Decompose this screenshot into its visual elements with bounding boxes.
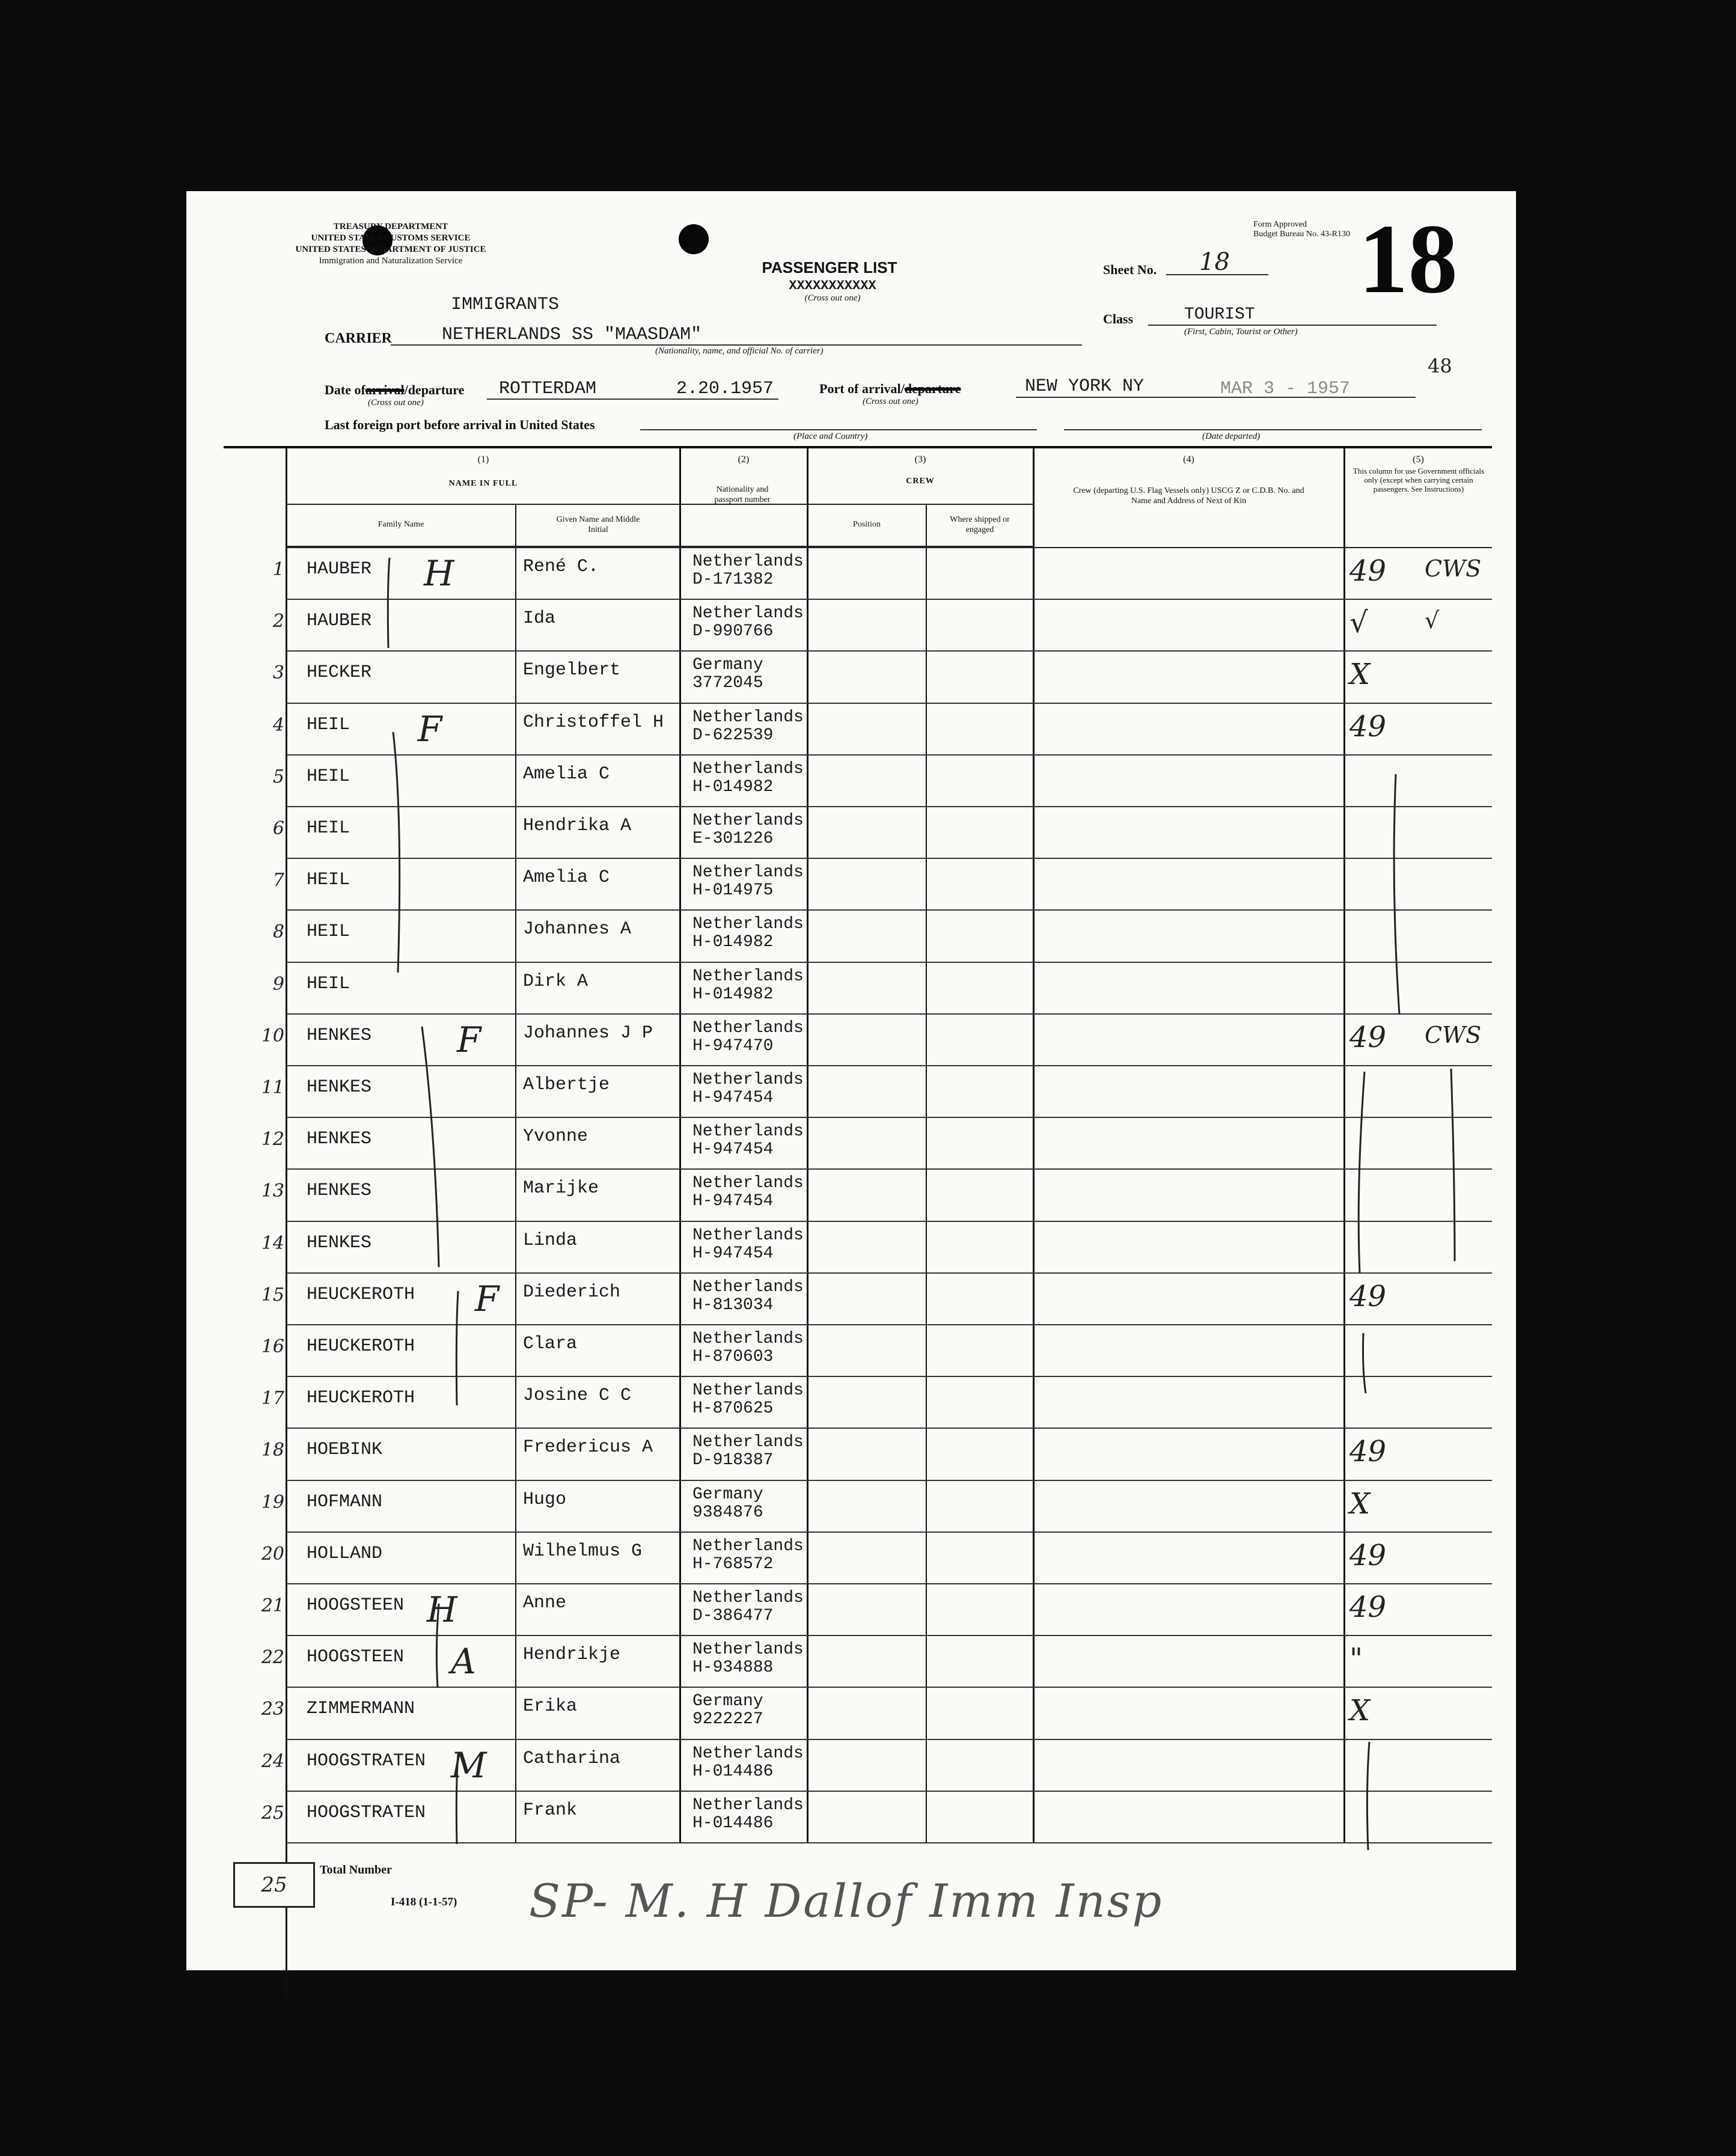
passport-number: H-870603 — [692, 1348, 774, 1366]
passport-number: 9384876 — [692, 1503, 763, 1522]
col-family-header: Family Name — [377, 520, 424, 529]
row-number: 21 — [261, 1595, 284, 1616]
nationality: Netherlands — [692, 863, 804, 882]
nationality: Netherlands — [692, 604, 804, 623]
port-label-pre: Port of arrival/ — [819, 381, 905, 396]
family-name: HEUCKEROTH — [307, 1336, 415, 1357]
passport-number: H-934888 — [692, 1658, 774, 1678]
family-name: HOOGSTRATEN — [307, 1750, 426, 1771]
given-name: Hendrika A — [523, 816, 632, 836]
given-name: Marijke — [523, 1178, 599, 1199]
given-name: Christoffel H — [523, 712, 664, 733]
passport-number: H-947454 — [692, 1244, 774, 1263]
family-group-mark: F — [418, 708, 442, 750]
agency-line: TREASURY DEPARTMENT — [333, 222, 448, 231]
official-mark-2: √ — [1425, 607, 1440, 634]
official-mark: 49 — [1349, 1538, 1387, 1572]
approval-line: Form Approved — [1253, 220, 1307, 229]
passport-number: D-386477 — [692, 1607, 774, 1625]
family-name: HECKER — [307, 662, 372, 683]
family-name: HOEBINK — [307, 1440, 383, 1461]
family-name: HEUCKEROTH — [307, 1388, 415, 1409]
date-departed-note: (Date departed) — [1202, 432, 1261, 441]
nationality: Netherlands — [692, 1433, 804, 1452]
row-number: 11 — [261, 1077, 284, 1098]
official-mark: 49 — [1349, 554, 1387, 588]
passport-number: H-947454 — [692, 1192, 774, 1211]
col-where-header: Where shipped or engaged — [950, 515, 1010, 534]
nationality: Netherlands — [692, 1795, 804, 1815]
col4-number: (4) — [1183, 454, 1194, 465]
inspector-signature: SP- M. H Dallof Imm Insp — [529, 1874, 1164, 1928]
arrival-date-stamp: MAR 3 - 1957 — [1220, 379, 1351, 399]
given-name: Albertje — [523, 1075, 610, 1095]
given-name: Engelbert — [523, 660, 621, 681]
official-mark: 49 — [1349, 1435, 1387, 1469]
col5-number: (5) — [1413, 454, 1424, 465]
row-number: 19 — [261, 1491, 284, 1513]
nationality: Netherlands — [692, 811, 804, 830]
departure-port: ROTTERDAM — [499, 379, 597, 399]
official-mark: 49 — [1349, 709, 1387, 744]
bracket-line — [1367, 1742, 1369, 1850]
col5-title: This column for use Government officials only (except when carrying certain passengers. See Instructions) — [1352, 466, 1485, 493]
passport-number: D-990766 — [692, 622, 774, 641]
given-name: Wilhelmus G — [523, 1541, 643, 1562]
nationality: Netherlands — [692, 1277, 804, 1296]
nationality: Netherlands — [692, 1330, 804, 1348]
official-mark: 49 — [1349, 1020, 1387, 1054]
row-number: 13 — [261, 1180, 284, 1202]
given-name: Clara — [523, 1334, 578, 1354]
family-name: HEUCKEROTH — [307, 1284, 415, 1305]
col2-title: Nationality and passport number — [714, 485, 771, 504]
col3-number: (3) — [914, 454, 926, 465]
family-group-mark: F — [475, 1278, 500, 1319]
row-number: 6 — [272, 818, 284, 839]
class-value: TOURIST — [1184, 305, 1255, 324]
nationality: Netherlands — [692, 1070, 804, 1089]
given-name: Yvonne — [523, 1126, 588, 1147]
col1-number: (1) — [477, 454, 489, 465]
nationality: Netherlands — [692, 759, 804, 778]
agency-line: UNITED STATES DEPARTMENT OF JUSTICE — [295, 245, 486, 254]
class-label: Class — [1103, 311, 1134, 326]
passport-number: H-014982 — [692, 777, 774, 796]
row-number: 24 — [261, 1750, 284, 1772]
sheet-number-handwritten: 18 — [1199, 248, 1230, 276]
bracket-line — [1363, 1333, 1366, 1393]
carrier-value: NETHERLANDS SS "MAASDAM" — [442, 325, 702, 345]
family-name: ZIMMERMANN — [307, 1699, 415, 1720]
given-name: Hugo — [523, 1489, 567, 1510]
form-title: PASSENGER LIST — [762, 258, 897, 276]
family-name: HENKES — [307, 1025, 372, 1046]
passport-number: H-768572 — [692, 1554, 774, 1574]
given-name: Amelia C — [523, 867, 610, 888]
given-name: Amelia C — [523, 763, 610, 784]
nationality: Germany — [692, 1485, 763, 1504]
bracket-line — [422, 1027, 439, 1267]
family-name: HOOGSTEEN — [307, 1647, 405, 1668]
form-title-struck: XXXXXXXXXXX — [789, 278, 876, 293]
row-number: 10 — [261, 1025, 284, 1046]
row-number: 14 — [261, 1232, 284, 1254]
row-number: 4 — [272, 714, 284, 736]
row-number: 2 — [272, 611, 284, 632]
passport-number: D-918387 — [692, 1451, 774, 1470]
date-label-struck: arrival — [365, 382, 405, 397]
nationality: Netherlands — [692, 1589, 804, 1607]
nationality: Netherlands — [692, 967, 804, 986]
family-name: HEIL — [307, 973, 350, 994]
last-port-label: Last foreign port before arrival in United States — [325, 417, 595, 432]
passenger-list-sheet — [186, 191, 1516, 1970]
nationality: Netherlands — [692, 1018, 804, 1037]
passport-number: H-947454 — [692, 1140, 774, 1159]
total-number-value: 25 — [261, 1873, 287, 1897]
family-name: HAUBER — [307, 611, 372, 632]
official-mark-2: CWS — [1425, 1021, 1482, 1048]
nationality: Netherlands — [692, 1174, 804, 1193]
row-number: 23 — [261, 1699, 284, 1720]
passport-number: H-014982 — [692, 933, 774, 952]
agency-line: Immigration and Naturalization Service — [319, 256, 463, 266]
col4-title: Crew (departing U.S. Flag Vessels only) USCG Z or C.D.B. No. and Name and Address of Next of Kin — [1073, 486, 1304, 505]
row-number: 1 — [272, 559, 284, 580]
official-mark: √ — [1349, 606, 1368, 640]
given-name: Dirk A — [523, 971, 588, 992]
passport-number: 3772045 — [692, 674, 763, 693]
col-position-header: Position — [853, 520, 881, 529]
nationality: Netherlands — [692, 1640, 804, 1660]
bracket-line — [388, 558, 390, 648]
row-number: 25 — [261, 1802, 284, 1824]
nationality: Netherlands — [692, 707, 804, 727]
official-mark: 49 — [1349, 1590, 1387, 1624]
family-name: HOOGSTEEN — [307, 1595, 405, 1616]
official-mark: X — [1349, 1486, 1371, 1521]
family-name: HENKES — [307, 1232, 372, 1253]
nationality: Netherlands — [692, 1122, 804, 1141]
bracket-line — [1394, 774, 1399, 1015]
immigrants-label: IMMIGRANTS — [451, 295, 560, 315]
row-number: 20 — [261, 1543, 284, 1565]
row-number: 16 — [261, 1336, 284, 1357]
family-name: HEIL — [307, 921, 350, 942]
nationality: Netherlands — [692, 1744, 804, 1763]
total-number-box — [233, 1862, 315, 1908]
passport-number: H-014982 — [692, 985, 774, 1004]
official-mark-2: CWS — [1425, 555, 1482, 582]
handwritten-brackets — [186, 191, 1516, 1970]
bracket-line — [393, 732, 400, 973]
total-number-label: Total Number — [320, 1863, 392, 1877]
given-name: Catharina — [523, 1748, 621, 1769]
family-group-mark: H — [424, 553, 454, 594]
family-name: HEIL — [307, 714, 350, 735]
nationality: Germany — [692, 1692, 763, 1711]
row-number: 17 — [261, 1388, 284, 1409]
carrier-note: (Nationality, name, and official No. of carrier) — [655, 346, 824, 356]
family-name: HEIL — [307, 870, 350, 891]
row-number: 7 — [272, 870, 284, 891]
nationality: Netherlands — [692, 1536, 804, 1556]
given-name: Ida — [523, 608, 556, 629]
passport-number: H-014486 — [692, 1762, 774, 1781]
cross-out-note: (Cross out one) — [804, 293, 861, 303]
passport-number: D-171382 — [692, 570, 774, 589]
nationality: Germany — [692, 656, 763, 675]
departure-date: 2.20.1957 — [676, 379, 774, 399]
family-name: HOOGSTRATEN — [307, 1802, 426, 1823]
col1-title: NAME IN FULL — [448, 479, 518, 488]
row-number: 5 — [272, 766, 284, 787]
bracket-line — [456, 1291, 458, 1405]
bracket-line — [1451, 1069, 1455, 1261]
nationality: Netherlands — [692, 1381, 804, 1400]
given-name: Fredericus A — [523, 1437, 653, 1458]
approval-line: Budget Bureau No. 43-R130 — [1253, 230, 1350, 239]
given-name: Johannes A — [523, 919, 632, 940]
given-name: Diederich — [523, 1281, 621, 1302]
nationality: Netherlands — [692, 915, 804, 934]
given-name: Linda — [523, 1230, 578, 1251]
row-number: 8 — [272, 921, 284, 943]
row-number: 12 — [261, 1129, 284, 1150]
passport-number: E-301226 — [692, 829, 774, 848]
family-name: HAUBER — [307, 559, 372, 579]
official-mark: X — [1349, 1694, 1371, 1728]
col3-title: CREW — [906, 477, 935, 486]
passport-number: H-014486 — [692, 1813, 774, 1833]
col2-number: (2) — [738, 454, 750, 465]
official-mark: X — [1349, 658, 1371, 692]
form-number: I-418 (1-1-57) — [391, 1896, 457, 1908]
bracket-line — [1359, 1072, 1365, 1273]
col-given-header: Given Name and Middle Initial — [556, 515, 640, 534]
family-name: HOFMANN — [307, 1491, 383, 1512]
given-name: Erika — [523, 1696, 578, 1717]
official-mark: 49 — [1349, 1279, 1387, 1313]
class-note: (First, Cabin, Tourist or Other) — [1184, 327, 1298, 337]
passport-number: H-947454 — [692, 1089, 774, 1107]
family-name: HOLLAND — [307, 1543, 383, 1564]
family-group-mark: F — [457, 1019, 481, 1060]
carrier-label: CARRIER — [325, 331, 393, 346]
date-label-post: /departure — [404, 382, 465, 397]
family-name: HEIL — [307, 818, 350, 838]
family-name: HEIL — [307, 766, 350, 787]
passport-number: H-813034 — [692, 1295, 774, 1315]
given-name: René C. — [523, 557, 599, 577]
row-number: 15 — [261, 1284, 284, 1306]
port-note: (Cross out one) — [863, 397, 918, 406]
family-group-mark: M — [451, 1744, 487, 1786]
given-name: Anne — [523, 1593, 567, 1613]
page-count: 48 — [1428, 355, 1452, 377]
row-number: 3 — [272, 662, 284, 684]
passport-number: H-870625 — [692, 1399, 774, 1419]
family-name: HENKES — [307, 1129, 372, 1150]
family-group-mark: A — [451, 1641, 476, 1682]
row-number: 9 — [272, 973, 284, 995]
family-name: HENKES — [307, 1077, 372, 1098]
bracket-line — [436, 1604, 439, 1688]
date-label-pre: Date of — [325, 382, 365, 397]
bracket-line — [456, 1754, 458, 1844]
nationality: Netherlands — [692, 1226, 804, 1245]
place-note: (Place and Country) — [793, 432, 868, 441]
given-name: Johannes J P — [523, 1022, 653, 1043]
sheet-label: Sheet No. — [1103, 262, 1157, 277]
date-note: (Cross out one) — [368, 398, 424, 408]
nationality: Netherlands — [692, 552, 804, 571]
passport-number: H-947470 — [692, 1036, 774, 1055]
row-number: 18 — [261, 1440, 284, 1461]
passport-number: D-622539 — [692, 725, 774, 745]
given-name: Hendrikje — [523, 1644, 621, 1666]
given-name: Frank — [523, 1800, 578, 1821]
agency-line: UNITED STATES CUSTOMS SERVICE — [311, 233, 471, 243]
family-name: HENKES — [307, 1180, 372, 1202]
given-name: Josine C C — [523, 1385, 632, 1406]
passport-number: H-014975 — [692, 881, 774, 900]
row-number: 22 — [261, 1647, 284, 1669]
port-label-struck: departure — [904, 381, 961, 396]
sheet-number-stamp: 18 — [1359, 204, 1458, 314]
official-mark: " — [1349, 1642, 1363, 1676]
family-group-mark: H — [427, 1589, 457, 1630]
passport-number: 9222227 — [692, 1710, 763, 1729]
port-value: NEW YORK NY — [1025, 376, 1145, 397]
